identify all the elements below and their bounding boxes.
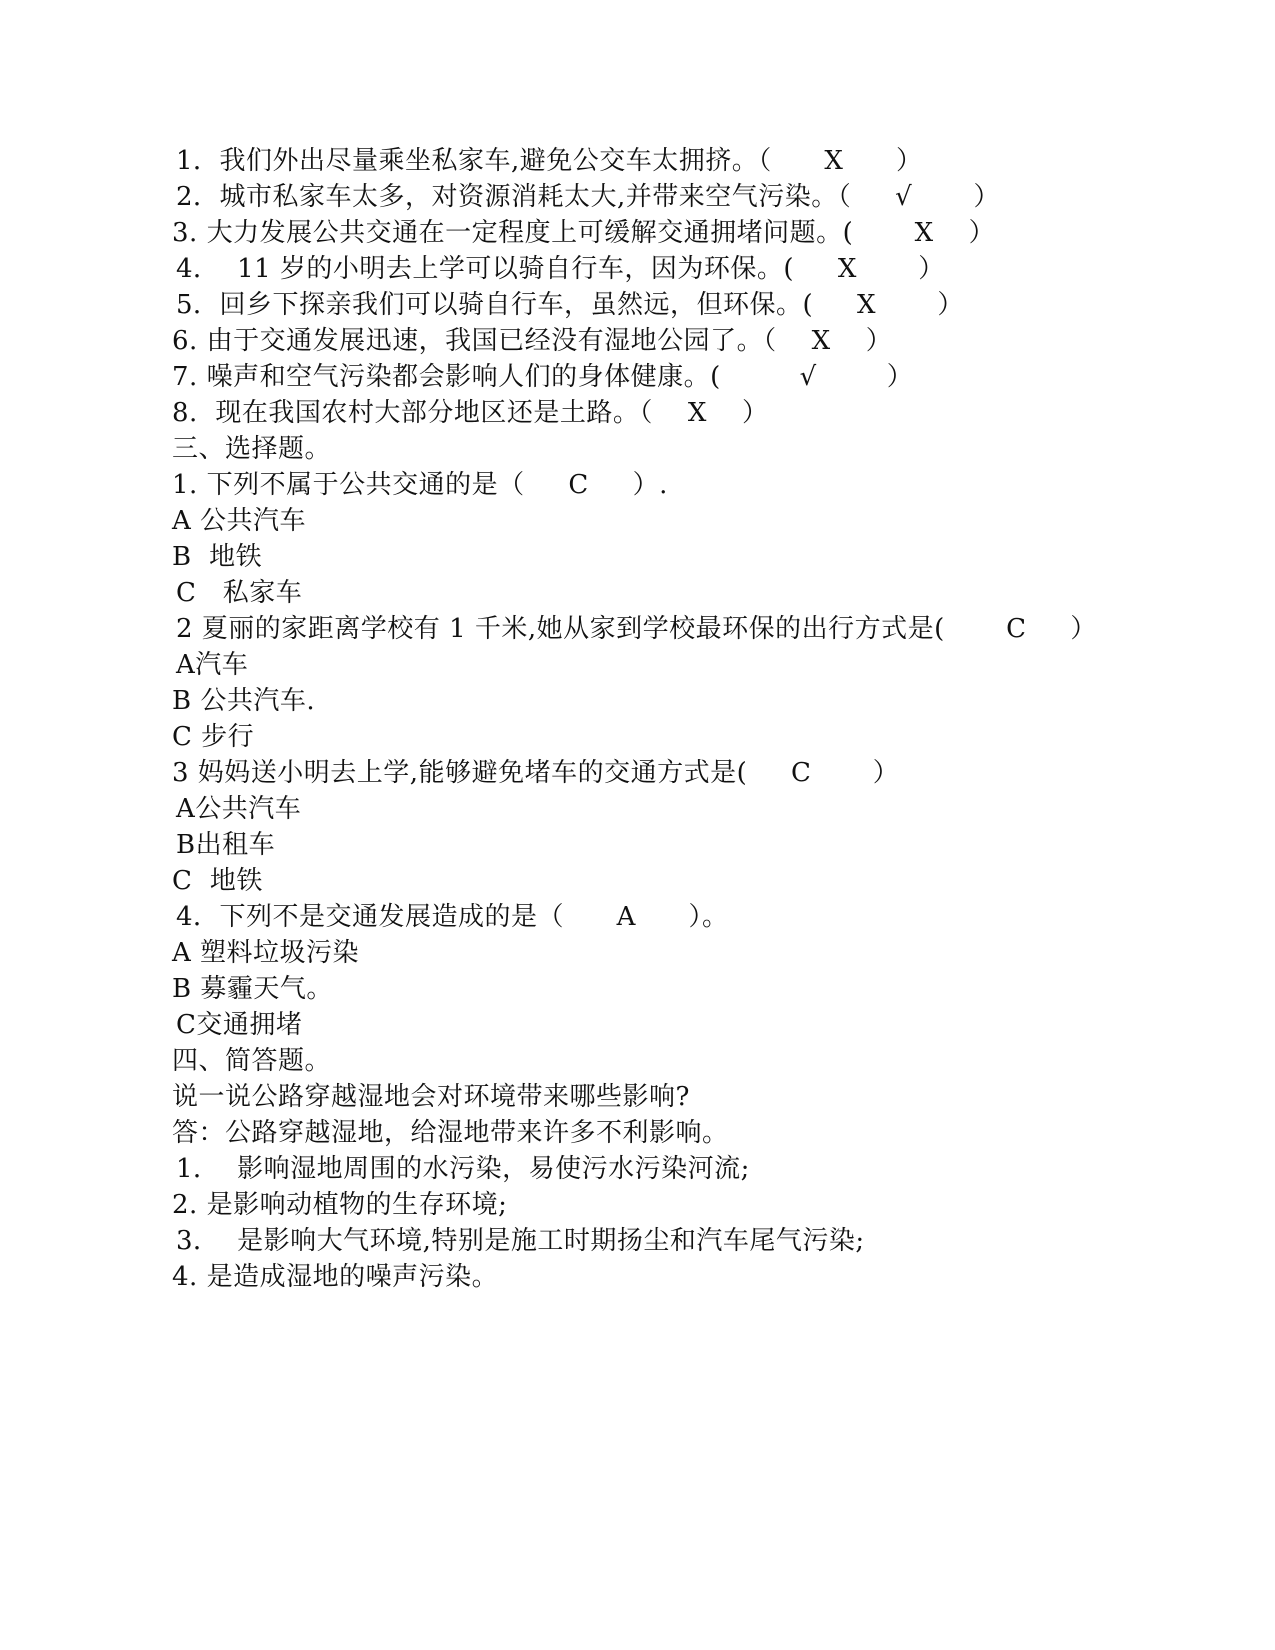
judgment-item-3: 3. 大力发展公共交通在一定程度上可缓解交通拥堵问题。( X ） [172, 218, 996, 248]
section-heading-choice: 三、选择题。 [172, 434, 332, 464]
choice-q3-option-a: A公共汽车 [176, 794, 302, 824]
judgment-item-7: 7. 噪声和空气污染都会影响人们的身体健康。( √ ） [172, 362, 914, 392]
choice-q2-option-c: C 步行 [172, 722, 255, 752]
choice-q2-stem: 2 夏丽的家距离学校有 1 千米,她从家到学校最环保的出行方式是( C ） [176, 614, 1097, 644]
choice-q1-option-b: B 地铁 [172, 542, 263, 572]
judgment-item-4: 4． 11 岁的小明去上学可以骑自行车，因为环保。( X ） [176, 254, 945, 284]
choice-q1-option-c: C 私家车 [176, 578, 303, 608]
choice-q2-option-a: A汽车 [176, 650, 249, 680]
judgment-item-6: 6. 由于交通发展迅速，我国已经没有湿地公园了。（ X ） [172, 326, 893, 356]
section-heading-short-answer: 四、简答题。 [172, 1046, 332, 1076]
judgment-item-2: 2．城市私家车太多，对资源消耗太大,并带来空气污染。（ √ ） [176, 182, 1001, 212]
short-answer-point-1: 1． 影响湿地周围的水污染，易使污水污染河流; [176, 1154, 750, 1184]
choice-q1-stem: 1. 下列不属于公共交通的是（ C ）. [172, 470, 668, 500]
judgment-item-1: 1．我们外出尽量乘坐私家车,避免公交车太拥挤。（ X ） [176, 146, 923, 176]
choice-q3-stem: 3 妈妈送小明去上学,能够避免堵车的交通方式是( C ） [172, 758, 900, 788]
choice-q4-option-c: C交通拥堵 [176, 1010, 303, 1040]
choice-q3-option-c: C 地铁 [172, 866, 263, 896]
judgment-item-5: 5．回乡下探亲我们可以骑自行车，虽然远，但环保。( X ） [176, 290, 964, 320]
choice-q4-option-b: B 募霾天气。 [172, 974, 333, 1004]
short-answer-point-3: 3． 是影响大气环境,特别是施工时期扬尘和汽车尾气污染; [176, 1226, 865, 1256]
choice-q2-option-b: B 公共汽车. [172, 686, 316, 716]
short-answer-point-2: 2. 是影响动植物的生存环境; [172, 1190, 508, 1220]
choice-q4-stem: 4．下列不是交通发展造成的是（ A ）。 [176, 902, 729, 932]
short-answer-question: 说一说公路穿越湿地会对环境带来哪些影响? [172, 1082, 690, 1112]
judgment-item-8: 8. 现在我国农村大部分地区还是土路。（ X ） [172, 398, 769, 428]
choice-q3-option-b: B出租车 [176, 830, 276, 860]
choice-q1-option-a: A 公共汽车 [172, 506, 307, 536]
short-answer-point-4: 4. 是造成湿地的噪声污染。 [172, 1262, 499, 1292]
choice-q4-option-a: A 塑料垃圾污染 [172, 938, 360, 968]
short-answer-intro: 答：公路穿越湿地，给湿地带来许多不利影响。 [172, 1118, 729, 1148]
